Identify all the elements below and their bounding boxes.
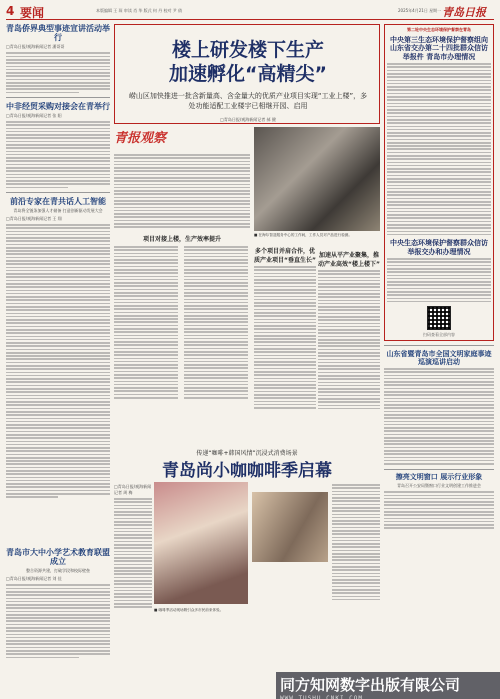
lead-article-text-d	[254, 264, 316, 410]
article-title: 中非经贸采购对接会在青举行	[6, 101, 110, 111]
coffee-title: 青岛尚小咖咖啡季启幕	[162, 461, 332, 481]
watermark-url: WWW.TUSHU.CNKI.COM	[280, 695, 364, 699]
sub-heading-1: 项目对接上楼，生产效率提升	[142, 236, 221, 243]
article-civilized-family[interactable]	[384, 350, 494, 465]
article-overseas-chinese[interactable]	[6, 24, 110, 93]
editor-info: 本版编辑 王 琛 审读 肖 华 版式 何 丹 校对 尹 倩	[96, 8, 182, 13]
article-body	[384, 491, 494, 529]
qr-label: 扫码查看全部内容	[423, 332, 455, 338]
article-subtitle: 青岛将全链条加强人才储备 打造创新驱动发展大会	[13, 207, 103, 213]
article-byline: □青岛日报/观海新闻记者 刘 佳	[6, 576, 62, 582]
issue-date: 2025年4月21日 星期一	[398, 8, 442, 13]
article-title: 前沿专家在青共话人工智能	[10, 196, 106, 206]
headline-subhead: 崂山区加快推进一批含新量高、含金量大的优质产业项目实现“工业上楼”，多处功能适配工业楼宇已相继开园、启用	[128, 92, 368, 110]
lead-article-text-a	[114, 152, 250, 229]
inspection-body	[387, 63, 491, 235]
article-arts-alliance[interactable]	[6, 548, 110, 660]
article-byline: □青岛日报/观海新闻记者 张 阳	[6, 113, 62, 119]
divider	[6, 192, 110, 193]
divider	[6, 97, 110, 98]
publisher-watermark	[276, 672, 500, 699]
sub-heading-2: 多个项目并肩合作，优质产业项目“垂直生长”	[254, 248, 316, 264]
inspection-box[interactable]	[384, 24, 494, 341]
qr-code[interactable]	[427, 306, 451, 330]
coffee-article[interactable]	[114, 448, 380, 644]
article-subtitle: 青岛召开公安局暨窗口行业文明创建工作推进会	[397, 483, 481, 489]
coffee-photo-crowd	[154, 482, 248, 604]
coffee-text-a	[114, 482, 152, 610]
lead-article-text-b	[114, 244, 178, 400]
article-body	[6, 224, 110, 498]
headline-byline: □青岛日报/观海新闻记者 郝 健	[220, 117, 276, 122]
watermark-text: 同方知网数字出版有限公司	[280, 676, 461, 694]
article-civilized-window[interactable]	[384, 473, 494, 529]
lead-article-text-e	[318, 268, 380, 411]
inspection-kicker: 第二轮中央生态环境保护督察在青岛	[407, 27, 471, 32]
petition-body	[387, 258, 491, 302]
article-title: 青岛侨界典型事迹宣讲活动举行	[6, 24, 110, 43]
article-ai-experts[interactable]	[6, 197, 110, 498]
article-body	[6, 584, 110, 658]
article-body	[6, 121, 110, 188]
article-body	[384, 368, 494, 465]
badge-text: 青报观察	[114, 131, 167, 146]
right-column	[384, 24, 494, 644]
headline-box	[114, 24, 380, 124]
lead-article-text-c	[184, 244, 248, 400]
article-title: 擦亮文明窗口 展示行业形象	[395, 473, 483, 482]
coffee-caption: ■ 咖啡季活动现场吸引众多市民前来体验。	[154, 608, 224, 612]
article-title: 青岛市大中小学艺术教育联盟成立	[6, 548, 110, 567]
coffee-kicker: 传递“咖啡+韩国风情”沉浸式消费场景	[196, 450, 298, 457]
sub-heading-3: 加速从平产业聚集，推动产业高效“楼上楼下”	[318, 252, 380, 268]
lead-article[interactable]	[114, 24, 380, 429]
divider	[384, 469, 494, 470]
article-byline: □青岛日报/观海新闻记者 王 翔	[6, 215, 62, 221]
inspection-title: 中央第三生态环境保护督察组向山东省交办第二十四批群众信访举报件 青岛市办理情况	[390, 36, 488, 61]
observation-badge	[114, 127, 184, 149]
coffee-text-b	[332, 482, 380, 602]
masthead-logo: 青岛日报	[442, 6, 486, 19]
coffee-photo-stall	[252, 492, 328, 562]
page-header	[6, 4, 494, 20]
section-title: 要闻	[20, 6, 45, 20]
page-number: 4	[6, 4, 15, 18]
divider	[384, 345, 494, 346]
petition-title: 中央生态环境保护督察群众信访举报交办和办理情况	[390, 239, 488, 256]
photo-caption: ■ 在海尔智造服务中心的工作间，工作人员对产品进行检测。	[254, 233, 352, 237]
headline-line-2: 加速孵化“高精尖”	[169, 63, 327, 85]
article-china-africa-trade[interactable]	[6, 102, 110, 188]
article-subtitle: 整合资源共建，打破学段和校际壁垒	[26, 568, 90, 574]
lab-photo	[254, 127, 380, 231]
article-byline: □青岛日报/观海新闻记者 潘哥哥	[6, 44, 65, 50]
headline-line-1: 楼上研发楼下生产	[171, 39, 324, 61]
article-title: 山东省暨青岛市全国文明家庭事迹巡演巡讲启动	[386, 349, 492, 366]
coffee-byline: □青岛日报/观海新闻记者 周 梅	[114, 484, 152, 495]
article-body	[6, 52, 110, 93]
